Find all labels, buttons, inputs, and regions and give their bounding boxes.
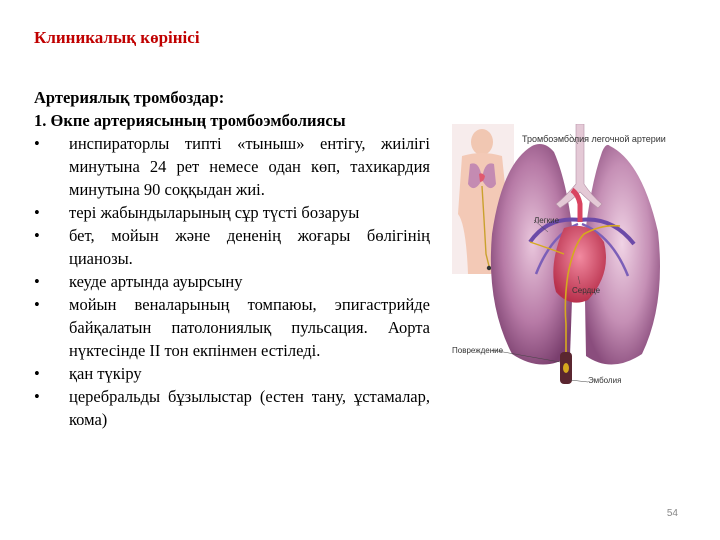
- page-number: 54: [666, 508, 678, 519]
- section-heading: Артериялық тромбоздар:: [34, 88, 225, 107]
- list-item: • церебральды бұзылыстар (естен тану, ұстамалар, кома): [34, 385, 430, 431]
- lungs-label: Легкие: [534, 216, 560, 225]
- embolus-label: Эмболия: [588, 376, 622, 385]
- list-item: • кеуде артында ауырсыну: [34, 270, 430, 293]
- damage-label: Повреждение: [452, 346, 504, 355]
- list-item: • тері жабындыларының сұр түсті бозаруы: [34, 201, 430, 224]
- symptom-list: [34, 132, 430, 431]
- pulmonary-embolism-illustration: [452, 124, 680, 392]
- heart-label: Сердце: [572, 286, 601, 295]
- list-item: • қан түкіру: [34, 362, 430, 385]
- list-item: • бет, мойын және дененің жоғары бөлігінің цианозы.: [34, 224, 430, 270]
- slide-body: [34, 86, 430, 431]
- list-item: • инспираторлы типті «тыныш» ентігу, жиілігі минутына 24 рет немесе одан көп, тахикардия минутына 90 соққыдан жиі.: [34, 132, 430, 201]
- list-item: • мойын веналарының томпаюы, эпигастрийде байқалатын патолониялық пульсация. Аорта нүктесінде II тон екпінмен естіледі.: [34, 293, 430, 362]
- subsection-heading: 1. Өкпе артериясының тромбоэмболиясы: [34, 111, 346, 130]
- slide-title: Клиникалық көрінісі: [34, 28, 200, 47]
- figure-caption: Тромбоэмболия легочной артерии: [522, 134, 666, 144]
